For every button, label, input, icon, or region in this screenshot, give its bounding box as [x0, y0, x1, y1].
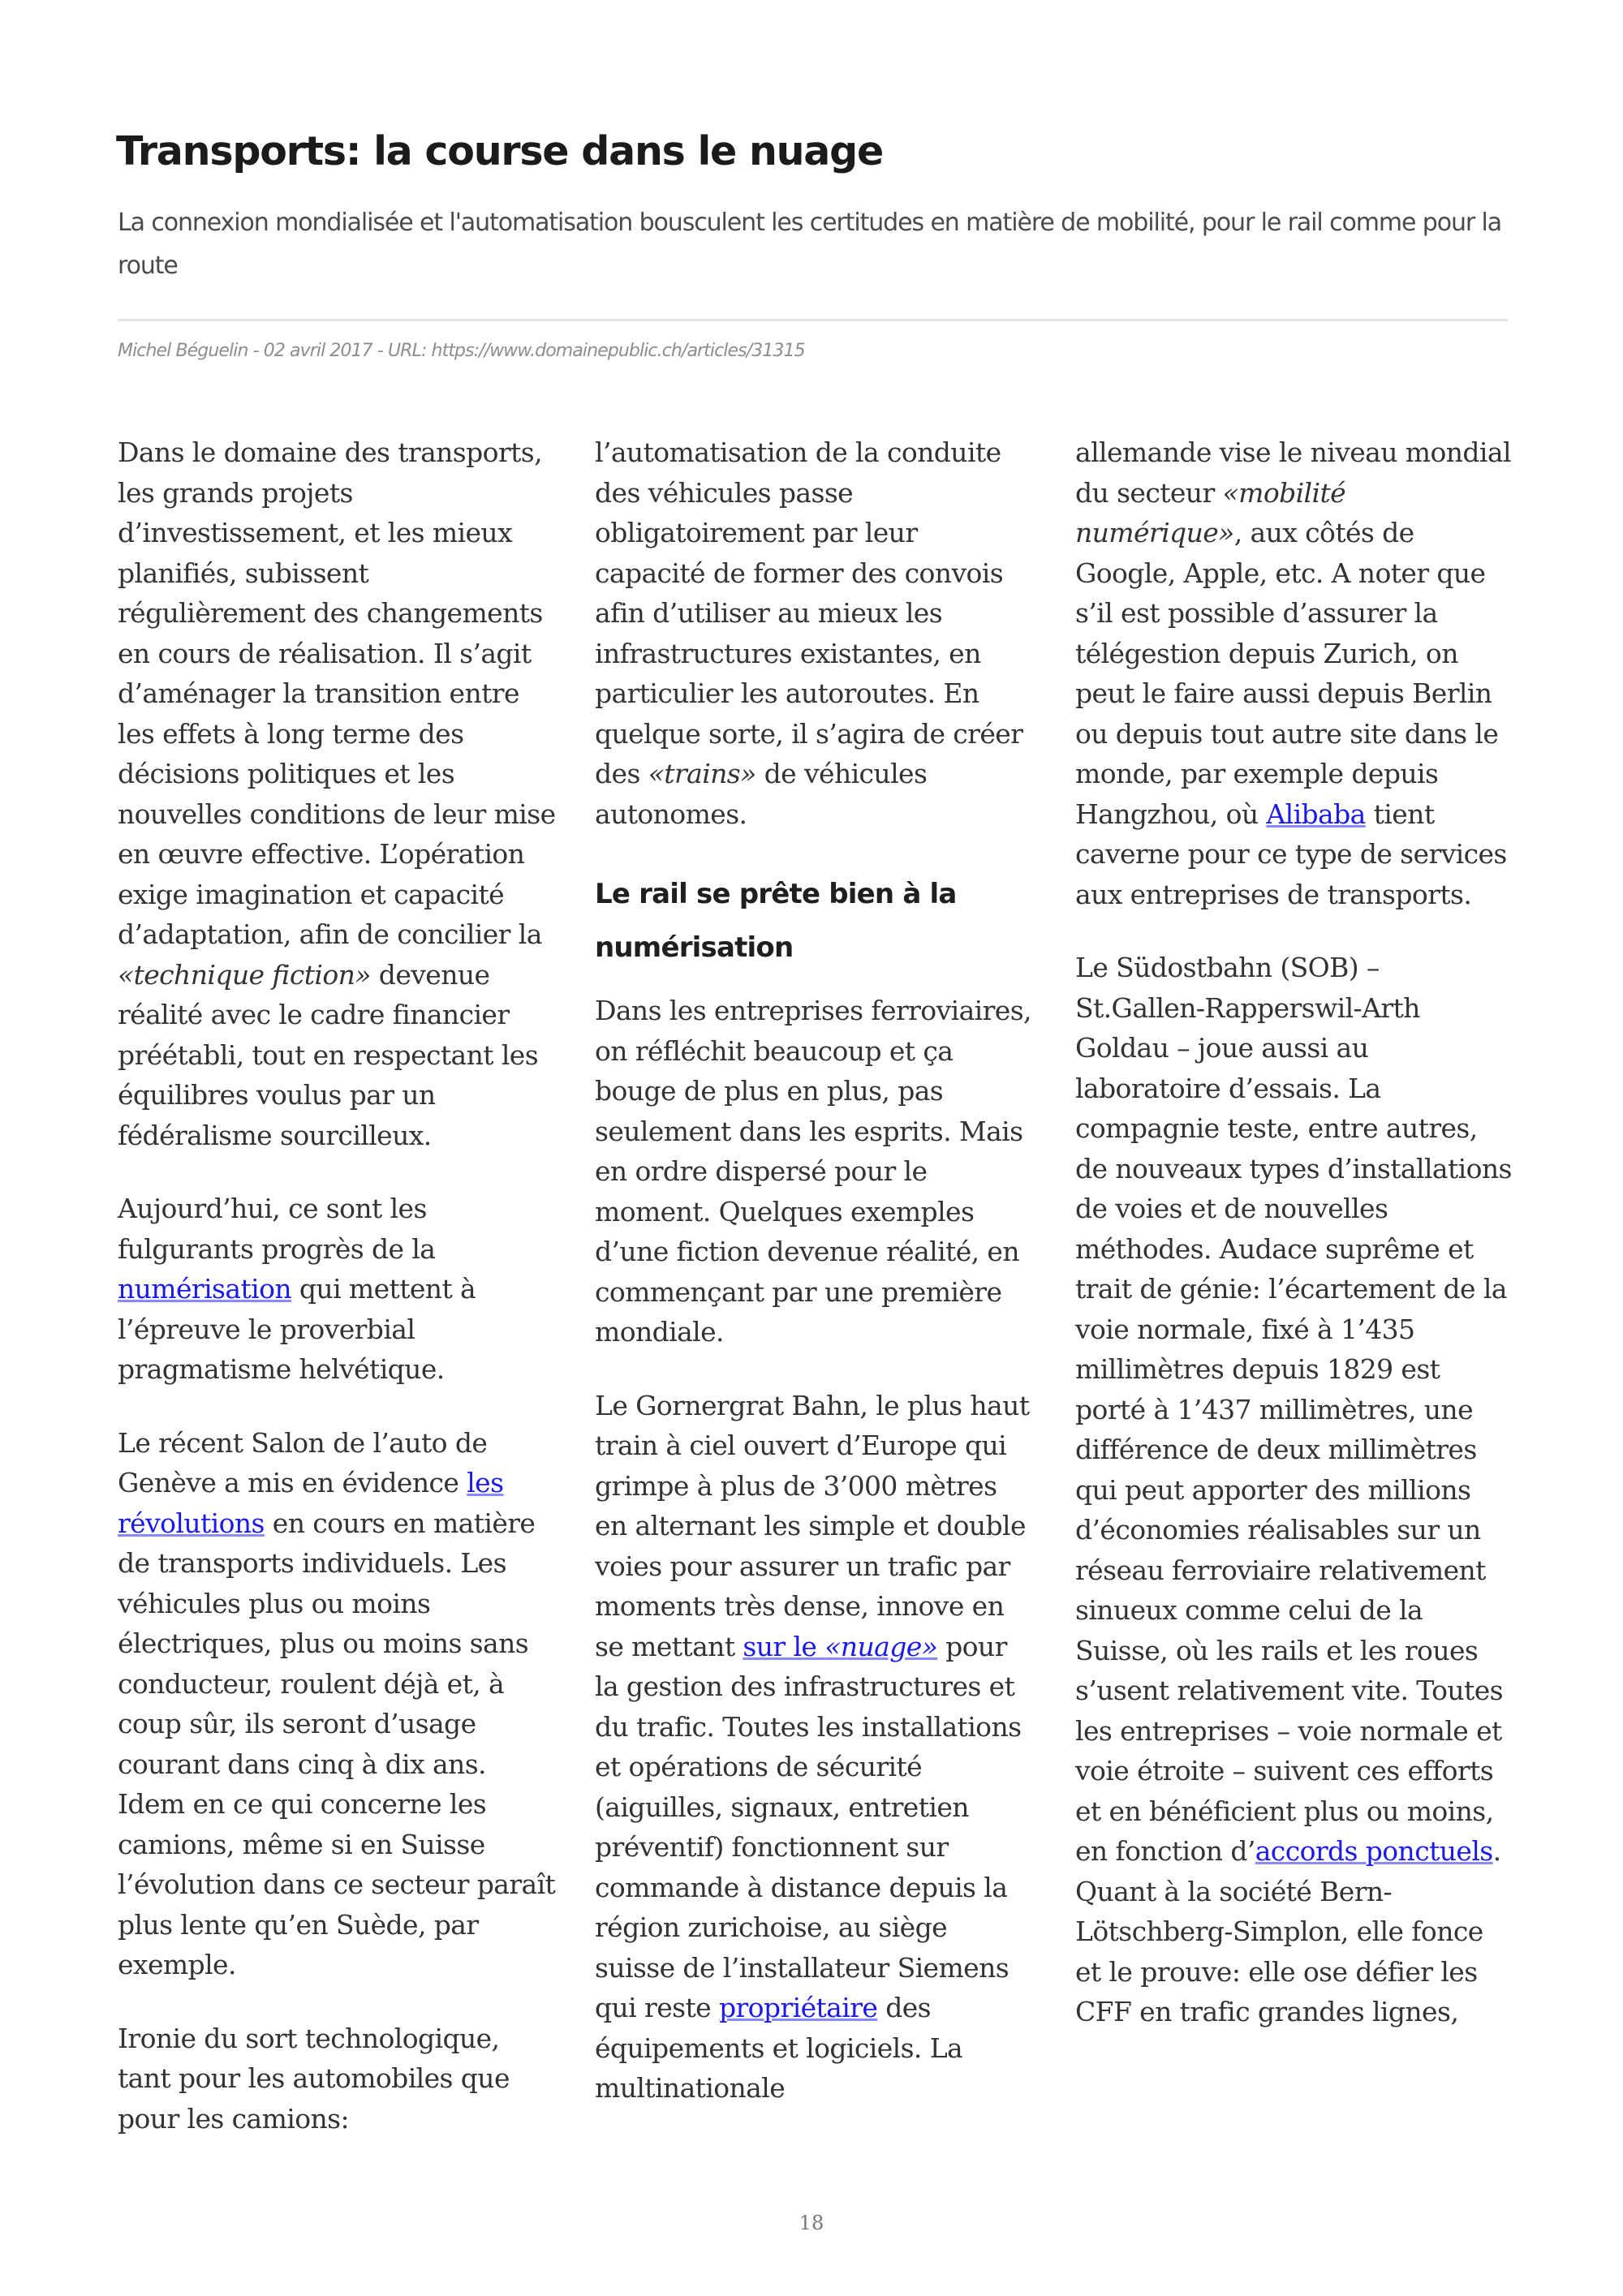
- text-run: . Quant à la société Bern-Lötschberg-Simplon, elle fonce et le prouve: elle ose défier les CFF en trafic grandes lignes,: [1075, 1835, 1501, 2027]
- text-run: Le Gornergrat Bahn, le plus haut train à ciel ouvert d’Europe qui grimpe à plus de 3’000 mètres en alternant les simple et double voies pour assurer un trafic par moments très dense, innove en se mettant: [595, 1389, 1030, 1662]
- link-text: sur le: [743, 1630, 825, 1662]
- link-numerisation[interactable]: numérisation: [118, 1273, 292, 1305]
- paragraph: [1075, 948, 1513, 2032]
- text-run: l’automatisation de la conduite des véhicules passe obligatoirement par leur capacité de former des convois afin d’utiliser au mieux les infrastructures existantes, en particulier les autoroutes. En quelque sorte, il s’agira de créer des: [595, 436, 1023, 789]
- text-run: devenue réalité avec le cadre financier préétabli, tout en respectant les équilibres voulus par un fédéralisme sourcilleux.: [118, 958, 539, 1151]
- text-run: allemande vise le niveau mondial du secteur: [1075, 436, 1511, 509]
- column-2: [595, 432, 1033, 2109]
- text-run: Le récent Salon de l’auto de Genève a mis en évidence: [118, 1426, 488, 1498]
- link-italic-text: «nuage»: [824, 1630, 938, 1662]
- paragraph: Dans les entreprises ferroviaires, on réfléchit beaucoup et ça bouge de plus en plus, pas seulement dans les esprits. Mais en ordre dispersé pour le moment. Quelques exemples d’une fiction devenue réalité, en commençant par une première mondiale.: [595, 995, 1031, 1348]
- paragraph: [118, 432, 556, 1155]
- paragraph: [1075, 432, 1513, 914]
- paragraph: Ironie du sort technologique, tant pour les automobiles que pour les camions:: [118, 2022, 510, 2135]
- italic-text: «technique fiction»: [118, 958, 371, 991]
- column-1: [118, 432, 556, 2139]
- text-run: qui mettent à l’épreuve le proverbial pragmatisme helvétique.: [118, 1273, 476, 1385]
- article-title: Transports: la course dans le nuage: [116, 128, 884, 174]
- text-run: tient caverne pour ce type de services aux entreprises de transports.: [1075, 798, 1507, 910]
- section-heading: Le rail se prête bien à la numérisation: [595, 878, 957, 964]
- header-divider: [118, 319, 1508, 321]
- text-run: des équipements et logiciels. La multinationale: [595, 1992, 963, 2104]
- paragraph: [118, 1423, 556, 1985]
- link-accords-ponctuels[interactable]: accords ponctuels: [1255, 1835, 1493, 1867]
- link-alibaba[interactable]: Alibaba: [1266, 798, 1366, 830]
- article-meta: Michel Béguelin - 02 avril 2017 - URL: https://www.domainepublic.ch/articles/31315: [118, 341, 805, 361]
- text-run: pour la gestion des infrastructures et du trafic. Toutes les installations et opérations de sécurité (aiguilles, signaux, entretien préventif) fonctionnent sur commande à distance depuis la région zurichoise, au siège suisse de l’installateur Siemens qui reste: [595, 1630, 1022, 2023]
- paragraph: [595, 432, 1033, 834]
- text-run: Dans le domaine des transports, les grands projets d’investissement, et les mieux planifiés, subissent régulièrement des changements en cours de réalisation. Il s’agit d’aménager la transition entre les effets à long terme des décisions politiques et les nouvelles conditions de leur mise en œuvre effective. L’opération exige imagination et capacité d’adaptation, afin de concilier la: [118, 436, 556, 950]
- italic-text: «mobilité numérique»: [1075, 476, 1346, 548]
- column-3: [1075, 432, 1513, 2032]
- text-run: Le Südostbahn (SOB) – St.Gallen-Rapperswil-Arth Goldau – joue aussi au laboratoire d’essais. La compagnie teste, entre autres, de nouveaux types d’installations de voies et de nouvelles méthodes. Audace suprême et trait de génie: l’écartement de la voie normale, fixé à 1’435 millimètres depuis 1829 est porté à 1’437 millimètres, une différence de deux millimètres qui peut apporter des millions d’économies réalisables sur un réseau ferroviaire relativement sinueux comme celui de la Suisse, où les rails et les roues s’usent relativement vite. Toutes les entreprises – voie normale et voie étroite – suivent ces efforts et en bénéficient plus ou moins, en fonction d’: [1075, 952, 1512, 1867]
- article-subtitle: La connexion mondialisée et l'automatisation bousculent les certitudes en matière de mobilité, pour le rail comme pour la route: [118, 209, 1502, 280]
- paragraph: [595, 1386, 1033, 2109]
- text-run: de véhicules autonomes.: [595, 758, 928, 830]
- page-number: 18: [799, 2212, 824, 2234]
- italic-text: «trains»: [648, 758, 756, 789]
- link-proprietaire[interactable]: propriétaire: [718, 1992, 878, 2023]
- paragraph: [118, 1189, 556, 1390]
- link-sur-le-nuage[interactable]: [743, 1631, 937, 1662]
- text-run: Aujourd’hui, ce sont les fulgurants progrès de la: [118, 1193, 436, 1265]
- text-run: en cours en matière de transports individuels. Les véhicules plus ou moins électriques, plus ou moins sans conducteur, roulent déjà et, à coup sûr, ils seront d’usage courant dans cinq à dix ans. Idem en ce qui concerne les camions, même si en Suisse l’évolution dans ce secteur paraît plus lente qu’en Suède, par exemple.: [118, 1507, 556, 1980]
- link-les-revolutions[interactable]: les révolutions: [118, 1467, 504, 1539]
- text-run: , aux côtés de Google, Apple, etc. A noter que s’il est possible d’assurer la télégestion depuis Zurich, on peut le faire aussi depuis Berlin ou depuis tout autre site dans le monde, par exemple depuis Hangzhou, où: [1075, 517, 1499, 830]
